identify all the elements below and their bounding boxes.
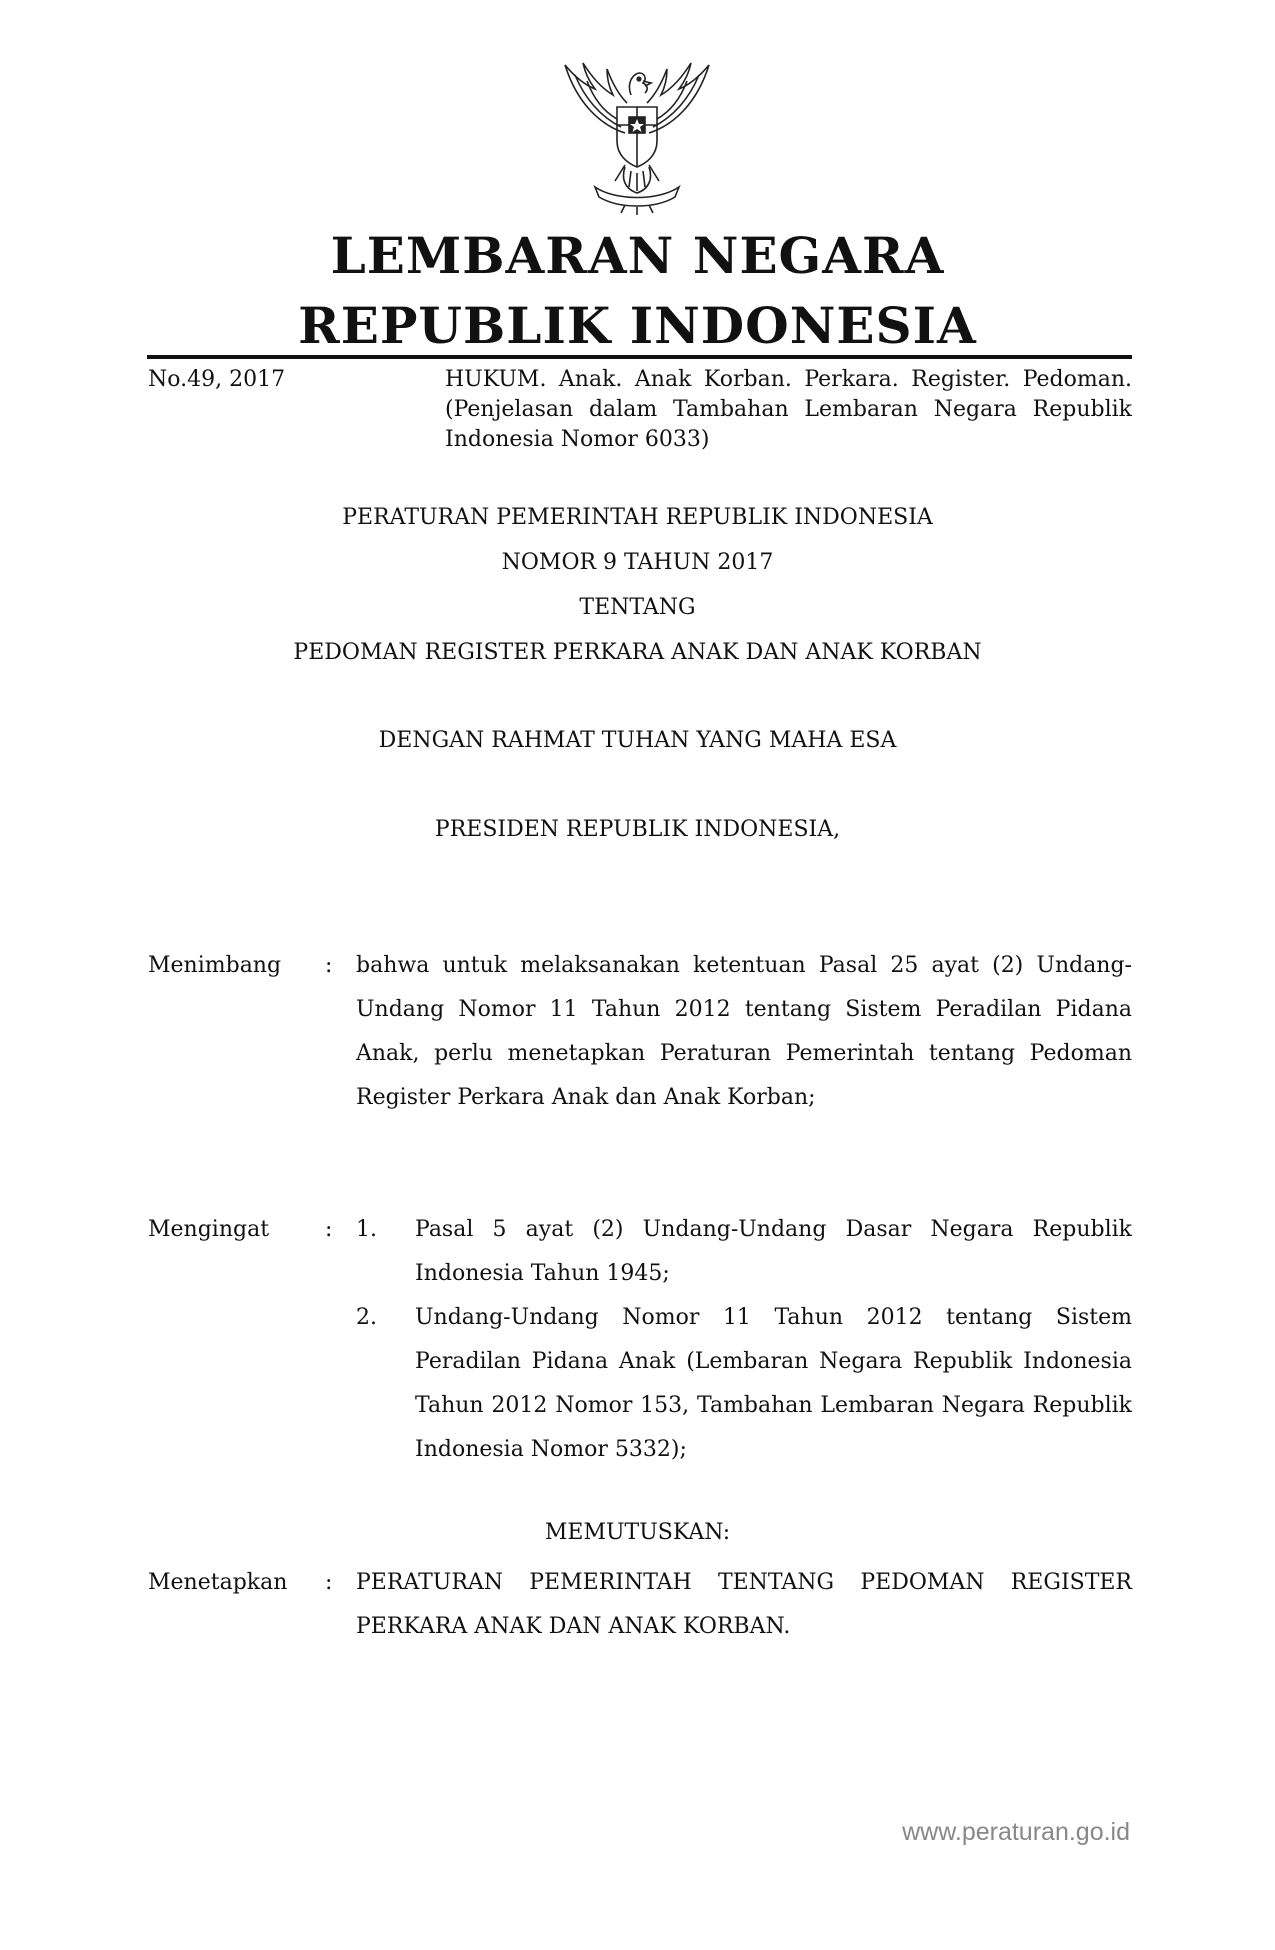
header-divider (147, 355, 1132, 359)
regulation-number: NOMOR 9 TAHUN 2017 (501, 550, 774, 575)
mengingat-item-number: 2. (356, 1305, 377, 1330)
mengingat-item-number: 1. (356, 1217, 377, 1242)
menimbang-colon: : (325, 953, 333, 978)
gazette-number: No.49, 2017 (148, 367, 286, 392)
memutuskan-label: MEMUTUSKAN: (544, 1520, 731, 1545)
invocation: DENGAN RAHMAT TUHAN YANG MAHA ESA (378, 728, 897, 753)
regulation-about-label: TENTANG (579, 595, 696, 620)
mengingat-label: Mengingat (148, 1217, 270, 1242)
menimbang-label: Menimbang (148, 953, 282, 978)
gazette-title-line1: LEMBARAN NEGARA (330, 226, 945, 285)
regulation-subject: PEDOMAN REGISTER PERKARA ANAK DAN ANAK KORBAN (293, 640, 982, 665)
regulation-type: PERATURAN PEMERINTAH REPUBLIK INDONESIA (342, 505, 933, 530)
mengingat-item-text: Undang-Undang Nomor 11 Tahun 2012 tentang Sistem Peradilan Pidana Anak (Lembaran Negara Republik Indonesia Tahun 2012 Nomor 153, Tambahan Lembaran Negara Republik Indonesia Nomor 5332); (415, 1305, 1132, 1462)
gazette-topic: HUKUM. Anak. Anak Korban. Perkara. Register. Pedoman. (Penjelasan dalam Tambahan Lembaran Negara Republik Indonesia Nomor 6033) (445, 367, 1132, 452)
garuda-emblem-icon (555, 55, 719, 215)
menimbang-text: bahwa untuk melaksanakan ketentuan Pasal 25 ayat (2) Undang-Undang Nomor 11 Tahun 2012 tentang Sistem Peradilan Pidana Anak, perlu menetapkan Peraturan Pemerintah tentang Pedoman Register Perkara Anak dan Anak Korban; (356, 953, 1132, 1110)
issuer: PRESIDEN REPUBLIK INDONESIA, (434, 817, 841, 842)
mengingat-colon: : (325, 1217, 333, 1242)
footer-website: www.peraturan.go.id (902, 1818, 1130, 1846)
mengingat-item-text: Pasal 5 ayat (2) Undang-Undang Dasar Negara Republik Indonesia Tahun 1945; (415, 1217, 1132, 1286)
gazette-title-line2: REPUBLIK INDONESIA (298, 296, 977, 355)
menetapkan-text: PERATURAN PEMERINTAH TENTANG PEDOMAN REGISTER PERKARA ANAK DAN ANAK KORBAN. (356, 1570, 1132, 1639)
menetapkan-label: Menetapkan (148, 1570, 288, 1595)
menetapkan-colon: : (325, 1570, 333, 1595)
